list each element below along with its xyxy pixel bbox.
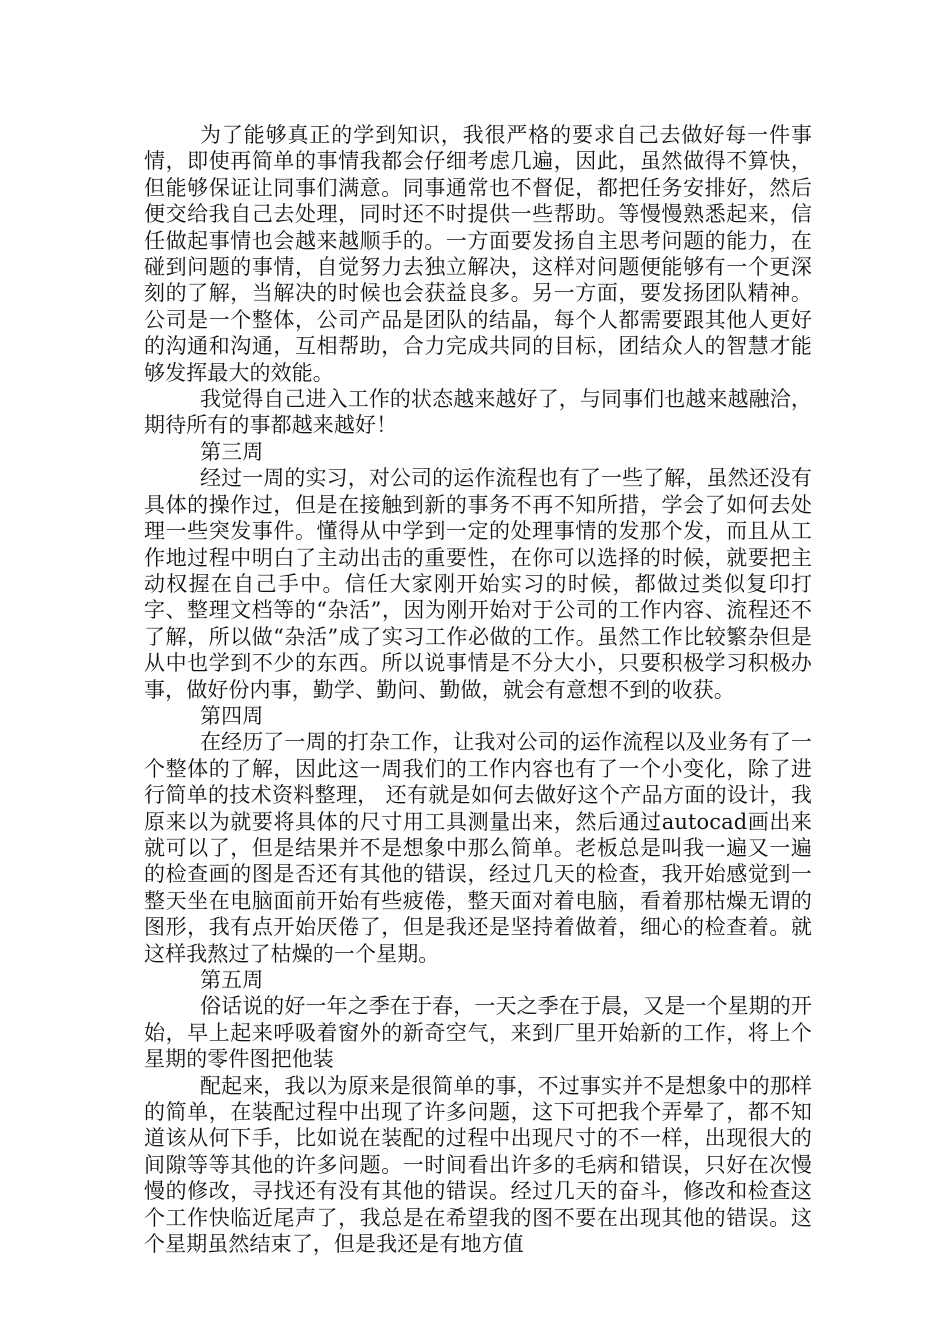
paragraph: 配起来，我以为原来是很简单的事，不过事实并不是想象中的那样的简单，在装配过程中出现了许多问题，这下可把我个弄晕了，都不知道该从何下手，比如说在装配的过程中出现尺寸的不一样，出现很大的间隙等等其他的许多问题。一时间看出许多的毛病和错误，只好在次慢慢的修改，寻找还有没有其他的错误。经过几天的奋斗，修改和检查这个工作快临近尾声了，我总是在希望我的图不要在出现其他的错误。这个星期虽然结束了，但是我还是有地方值 [144, 1073, 812, 1257]
section-heading-week-3: 第三周 [200, 439, 264, 464]
paragraph: 我觉得自己进入工作的状态越来越好了，与同事们也越来越融洽，期待所有的事都越来越好！ [144, 387, 812, 438]
paragraph: 经过一周的实习，对公司的运作流程也有了一些了解，虽然还没有具体的操作过，但是在接触到新的事务不再不知所措，学会了如何去处理一些突发事件。懂得从中学到一定的处理事情的发那个发，而且从工作地过程中明白了主动出击的重要性，在你可以选择的时候，就要把主动权握在自己手中。信任大家刚开始实习的时候，都做过类似复印打字、整理文档等的“杂活”，因为刚开始对于公司的工作内容、流程还不了解，所以做“杂活”成了实习工作必做的工作。虽然工作比较繁杂但是从中也学到不少的东西。所以说事情是不分大小，只要积极学习积极办事，做好份内事，勤学、勤问、勤做，就会有意想不到的收获。 [144, 466, 812, 702]
section-heading-week-4: 第四周 [200, 703, 264, 728]
section-heading-week-5: 第五周 [200, 968, 264, 992]
document-page [144, 122, 812, 1257]
paragraph: 在经历了一周的打杂工作，让我对公司的运作流程以及业务有了一个整体的了解，因此这一周我们的工作内容也有了一个小变化，除了进行简单的技术资料整理， 还有就是如何去做好这个产品方面的设计，我原来以为就要将具体的尺寸用工具测量出来，然后通过autocad画出来就可以了，但是结果并不是想象中那么简单。老板总是叫我一遍又一遍的检查画的图是否还有其他的错误，经过几天的检查，我开始感觉到一整天坐在电脑面前开始有些疲倦，整天面对着电脑，看着那枯燥无谓的图形，我有点开始厌倦了，但是我还是坚持着做着，细心的检查着。就这样我熬过了枯燥的一个星期。 [144, 730, 812, 966]
paragraph: 为了能够真正的学到知识，我很严格的要求自己去做好每一件事情，即使再简单的事情我都会仔细考虑几遍，因此，虽然做得不算快，但能够保证让同事们满意。同事通常也不督促，都把任务安排好，然后便交给我自己去处理，同时还不时提供一些帮助。等慢慢熟悉起来，信任做起事情也会越来越顺手的。一方面要发扬自主思考问题的能力，在碰到问题的事情，自觉努力去独立解决，这样对问题便能够有一个更深刻的了解，当解决的时候也会获益良多。另一方面，要发扬团队精神。公司是一个整体，公司产品是团队的结晶，每个人都需要跟其他人更好的沟通和沟通，互相帮助，合力完成共同的目标，团结众人的智慧才能够发挥最大的效能。 [144, 123, 812, 385]
paragraph: 俗话说的好一年之季在于春，一天之季在于晨，又是一个星期的开始，早上起来呼吸着窗外的新奇空气，来到厂里开始新的工作，将上个星期的零件图把他装 [144, 994, 812, 1072]
